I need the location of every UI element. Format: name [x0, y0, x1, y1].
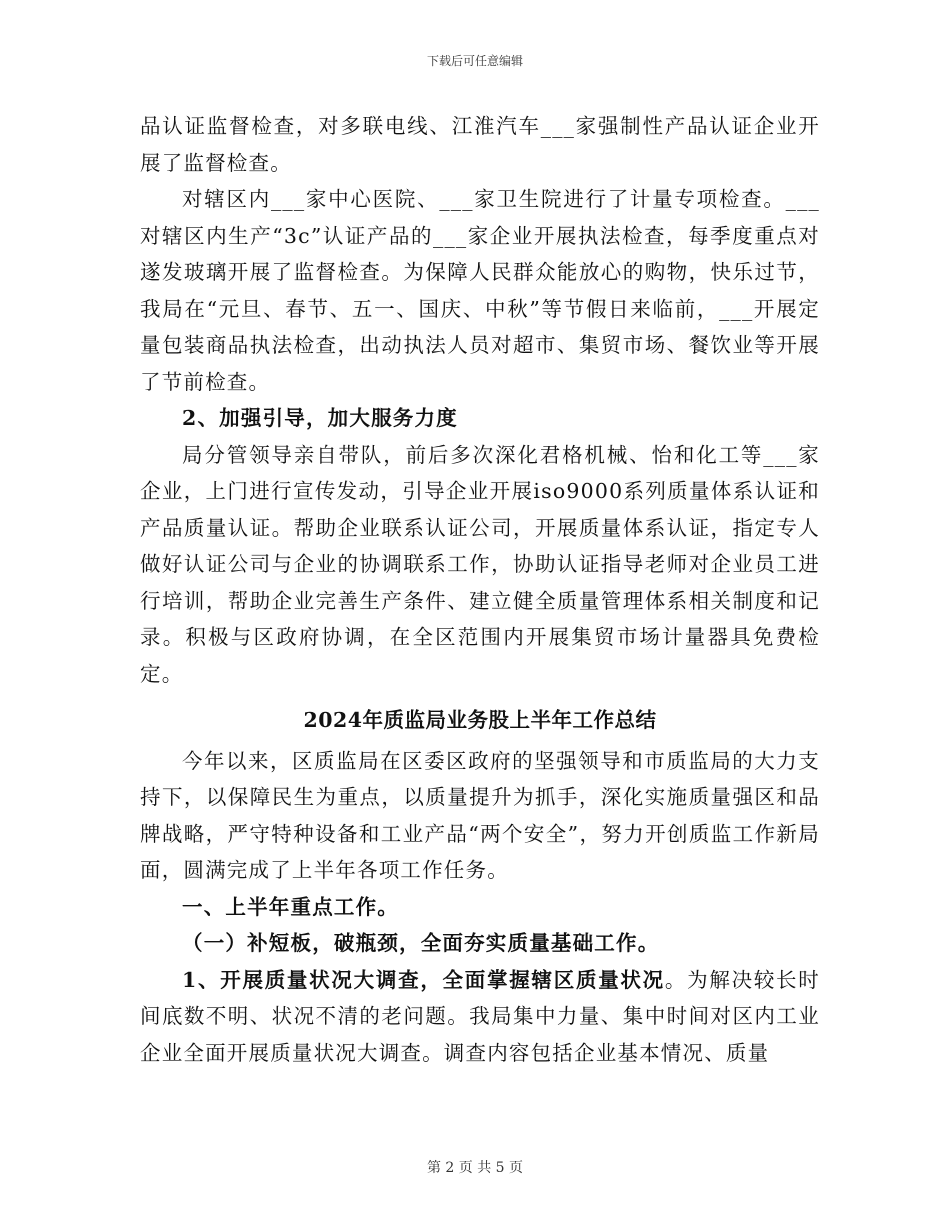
paragraph-guidance: 局分管领导亲自带队，前后多次深化君格机械、怡和化工等___家企业，上门进行宣传发动，引导企业开展iso9000系列质量体系认证和产品质量认证。帮助企业联系认证公司，开展质量体系认证，指定专人做好认证公司与企业的协调联系工作，协助认证指导老师对企业员工进行培训，帮助企业完善生产条件、建立健全质量管理体系相关制度和记录。积极与区政府协调，在全区范围内开展集贸市场计量器具免费检定。 — [140, 442, 820, 686]
paragraph-intro: 今年以来，区质监局在区委区政府的坚强领导和市质监局的大力支持下，以保障民生为重点，以质量提升为抓手，深化实施质量强区和品牌战略，严守特种设备和工业产品“两个安全”，努力开创质监工作新局面，圆满完成了上半年各项工作任务。 — [140, 748, 820, 882]
section-heading-guidance: 2、加强引导，加大服务力度 — [182, 406, 458, 430]
document-body — [140, 108, 820, 1071]
page-header: 下载后可任意编辑 — [426, 54, 523, 68]
section-heading-key-work: 一、上半年重点工作。 — [182, 894, 399, 919]
subsection-heading-foundation: （一）补短板，破瓶颈，全面夯实质量基础工作。 — [182, 931, 660, 955]
document-title: 2024年质监局业务股上半年工作总结 — [303, 708, 657, 732]
paragraph-continuation: 品认证监督检查，对多联电线、江淮汽车___家强制性产品认证企业开展了监督检查。 — [140, 114, 820, 175]
page-footer: 第 2 页 共 5 页 — [426, 1160, 524, 1176]
paragraph-survey — [140, 962, 820, 1072]
survey-lead-bold: 1、开展质量状况大调查，全面掌握辖区质量状况 — [182, 967, 665, 992]
paragraph-inspection: 对辖区内___家中心医院、___家卫生院进行了计量专项检查。___对辖区内生产“3c”认证产品的___家企业开展执法检查，每季度重点对遂发玻璃开展了监督检查。为保障人民群众能放心的购物，快乐过节，我局在“元旦、春节、五一、国庆、中秋”等节假日来临前，___开展定量包装商品执法检查，出动执法人员对超市、集贸市场、餐饮业等开展了节前检查。 — [140, 187, 820, 394]
survey-body: 。为解决较长时间底数不明、状况不清的老问题。我局集中力量、集中时间对区内工业企业全面开展质量状况大调查。调查内容包括企业基本情况、质量 — [140, 967, 820, 1065]
